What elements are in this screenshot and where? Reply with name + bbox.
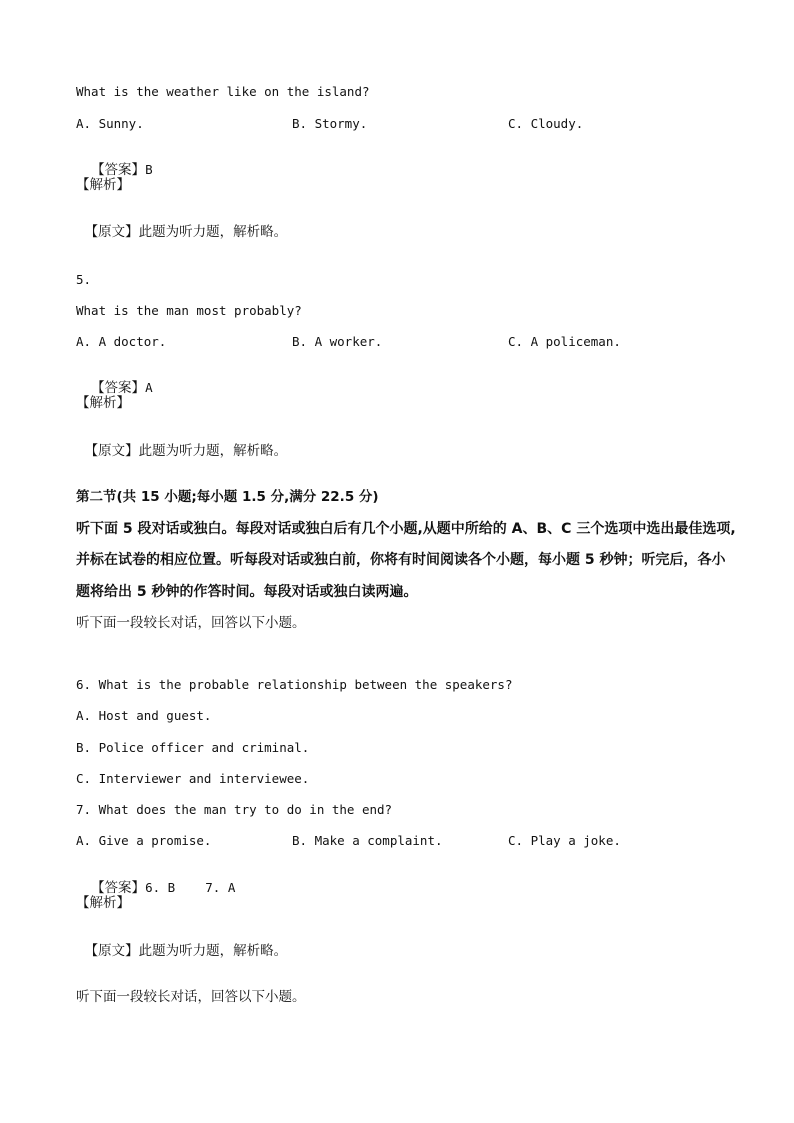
analysis-label: 【解析】 [76, 895, 130, 911]
option-c: C. Interviewer and interviewee. [76, 771, 310, 786]
question-text: What is the weather like on the island? [76, 84, 370, 99]
original-text: 此题为听力题，解析略。 [138, 443, 288, 459]
option-a: A. Give a promise. [76, 833, 212, 848]
original-text: 此题为听力题，解析略。 [138, 943, 288, 959]
answer-value: B [145, 162, 153, 177]
original-label: 【原文】 [84, 943, 139, 959]
option-b: B. Stormy. [292, 116, 368, 131]
answer-line [76, 146, 153, 178]
original-line [76, 427, 287, 459]
answer-value: 6. B 7. A [145, 880, 236, 895]
option-a: A. Host and guest. [76, 708, 212, 723]
instruction-line-3: 题将给出 5 秒钟的作答时间。每段对话或独白读两遍。 [76, 584, 418, 600]
original-text: 此题为听力题，解析略。 [138, 224, 288, 240]
section-intro: 听下面一段较长对话，回答以下小题。 [76, 615, 306, 631]
answer-label: 【答案】 [91, 380, 146, 396]
question-number: 5. [76, 272, 92, 287]
option-c: C. Play a joke. [508, 833, 621, 848]
option-a: A. Sunny. [76, 116, 144, 131]
original-label: 【原文】 [84, 443, 139, 459]
analysis-label: 【解析】 [76, 395, 130, 411]
analysis-label: 【解析】 [76, 177, 130, 193]
instruction-line-1: 听下面 5 段对话或独白。每段对话或独白后有几个小题,从题中所给的 A、B、C 三个选项中选出最佳选项, [76, 521, 736, 537]
option-b: B. Police officer and criminal. [76, 740, 310, 755]
original-line [76, 208, 287, 240]
option-a: A. A doctor. [76, 334, 167, 349]
answer-label: 【答案】 [91, 880, 146, 896]
option-c: C. Cloudy. [508, 116, 584, 131]
option-b: B. Make a complaint. [292, 833, 443, 848]
original-label: 【原文】 [84, 224, 139, 240]
question-text: 6. What is the probable relationship between the speakers? [76, 677, 513, 692]
answer-line [76, 864, 235, 896]
question-text: What is the man most probably? [76, 303, 302, 318]
answer-line [76, 364, 153, 396]
option-c: C. A policeman. [508, 334, 621, 349]
answer-label: 【答案】 [91, 162, 146, 178]
option-b: B. A worker. [292, 334, 383, 349]
instruction-line-2: 并标在试卷的相应位置。听每段对话或独白前，你将有时间阅读各个小题，每小题 5 秒钟；听完后，各小 [76, 552, 726, 568]
question-text: 7. What does the man try to do in the end? [76, 802, 393, 817]
original-line [76, 927, 287, 959]
section-heading: 第二节(共 15 小题;每小题 1.5 分,满分 22.5 分) [76, 489, 379, 505]
next-section-intro: 听下面一段较长对话，回答以下小题。 [76, 989, 306, 1005]
answer-value: A [145, 380, 153, 395]
